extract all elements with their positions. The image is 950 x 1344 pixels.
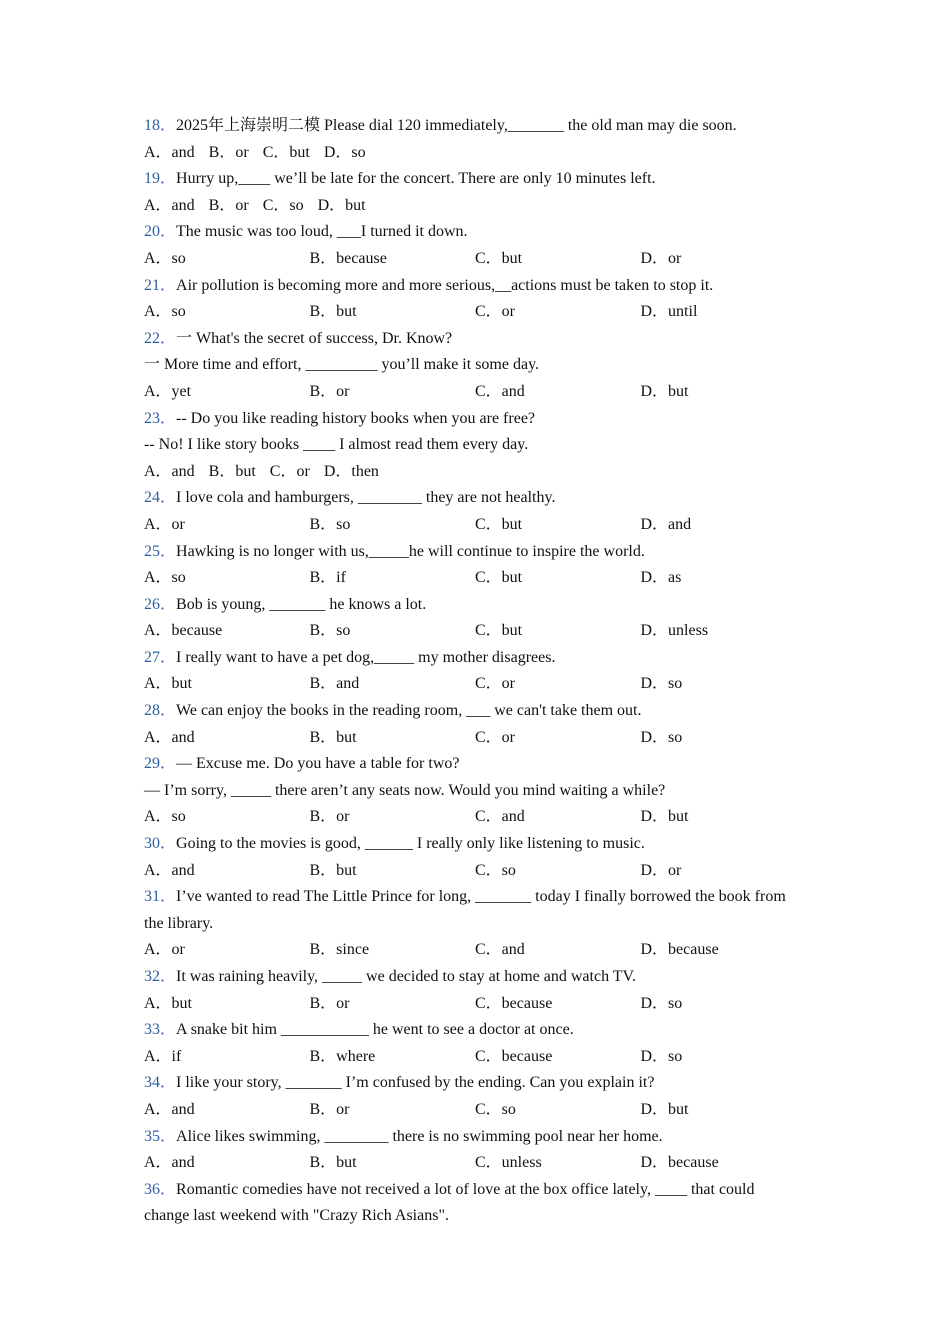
option-b[interactable]: B．or [309, 808, 350, 826]
option-c[interactable]: C．but [475, 569, 523, 587]
question-33 [144, 1017, 794, 1070]
question-number: 27． [144, 648, 177, 666]
question-stem [144, 645, 794, 672]
option-c[interactable]: C．because [475, 994, 553, 1012]
question-number: 29． [144, 755, 177, 773]
option-d[interactable]: D．and [640, 515, 692, 533]
question-22 [144, 326, 794, 406]
question-30 [144, 831, 794, 884]
answer-options [144, 804, 794, 831]
question-stem [144, 831, 794, 858]
question-32 [144, 964, 794, 1017]
question-text: -- Do you like reading history books when you are free? [176, 409, 536, 427]
option-d[interactable]: D．but [317, 196, 366, 214]
question-text: I really want to have a pet dog,_____ my mother disagrees. [176, 648, 556, 666]
question-number: 31． [144, 888, 177, 906]
question-stem [144, 698, 794, 725]
document-body [144, 113, 794, 1230]
question-number: 34． [144, 1074, 177, 1092]
question-text: A snake bit him ___________ he went to see a doctor at once. [176, 1021, 574, 1039]
question-stem [144, 406, 794, 433]
option-d[interactable]: D．but [640, 382, 689, 400]
answer-options [144, 937, 794, 964]
answer-options [144, 459, 794, 486]
answer-options [144, 1150, 794, 1177]
question-23 [144, 406, 794, 486]
question-stem [144, 166, 794, 193]
question-stem [144, 326, 794, 353]
option-b[interactable]: B．where [309, 1047, 376, 1065]
question-stem-continued [144, 432, 794, 459]
option-a[interactable]: A．and [144, 728, 195, 746]
question-stem [144, 1124, 794, 1151]
option-b[interactable]: B．but [208, 462, 256, 480]
question-number: 24． [144, 489, 177, 507]
question-18 [144, 113, 794, 166]
option-a[interactable]: A．so [144, 569, 186, 587]
question-number: 19． [144, 170, 177, 188]
option-b[interactable]: B．but [309, 303, 357, 321]
question-stem [144, 485, 794, 512]
question-21 [144, 273, 794, 326]
answer-options [144, 379, 794, 406]
answer-options [144, 193, 794, 220]
option-c[interactable]: C．unless [475, 1154, 542, 1172]
option-d[interactable]: D．until [640, 303, 698, 321]
question-number: 20． [144, 223, 177, 241]
option-a[interactable]: A．and [144, 196, 195, 214]
question-text: 一 What's the secret of success, Dr. Know? [176, 329, 453, 347]
option-a[interactable]: A．or [144, 941, 185, 959]
question-text: 2025年上海崇明二模 Please dial 120 immediately,_______ the old man may die soon. [176, 117, 737, 134]
answer-options [144, 991, 794, 1018]
answer-options [144, 671, 794, 698]
question-text: Hawking is no longer with us,_____he will continue to inspire the world. [176, 542, 645, 560]
question-stem [144, 751, 794, 778]
question-stem [144, 539, 794, 566]
option-d[interactable]: D．so [640, 728, 683, 746]
question-number: 21． [144, 276, 177, 294]
answer-options [144, 1097, 794, 1124]
option-a[interactable]: A．and [144, 861, 195, 879]
answer-options [144, 725, 794, 752]
option-a[interactable]: A．and [144, 462, 195, 480]
option-b[interactable]: B．or [309, 1100, 350, 1118]
option-c[interactable]: C．or [269, 462, 310, 480]
question-text: Air pollution is becoming more and more serious,__actions must be taken to stop it. [176, 276, 714, 294]
option-c[interactable]: C．so [475, 1100, 516, 1118]
question-text: It was raining heavily, _____ we decided to stay at home and watch TV. [176, 968, 637, 985]
option-a[interactable]: A．so [144, 303, 186, 321]
question-text: Going to the movies is good, ______ I really only like listening to music. [176, 835, 645, 853]
option-a[interactable]: A．because [144, 622, 223, 640]
option-c[interactable]: C．so [262, 196, 304, 214]
option-d[interactable]: D．because [640, 1154, 719, 1172]
question-number: 35． [144, 1127, 177, 1145]
question-text: I’ve wanted to read The Little Prince for long, _______ today I finally borrowed the book from the library. [144, 888, 786, 932]
question-stem [144, 1070, 794, 1097]
question-number: 33． [144, 1021, 177, 1039]
option-d[interactable]: D．or [640, 861, 682, 879]
question-text: — Excuse me. Do you have a table for two? [176, 755, 460, 773]
question-text: Hurry up,____ we’ll be late for the concert. There are only 10 minutes left. [176, 170, 656, 188]
option-b[interactable]: B．so [309, 622, 351, 640]
question-text: The music was too loud, ___I turned it down. [176, 223, 468, 241]
question-stem [144, 113, 794, 140]
question-stem [144, 964, 794, 991]
question-stem-continued [144, 778, 794, 805]
option-c[interactable]: C．but [475, 622, 523, 640]
question-text: Romantic comedies have not received a lot of love at the box office lately, ____ that could change last weekend with "Crazy Rich Asians". [144, 1180, 755, 1225]
option-a[interactable]: A．but [144, 675, 193, 693]
option-c[interactable]: C．but [262, 143, 310, 161]
question-stem [144, 273, 794, 300]
option-a[interactable]: A．and [144, 143, 195, 161]
question-36 [144, 1177, 794, 1230]
question-29 [144, 751, 794, 831]
answer-options [144, 140, 794, 167]
question-text: I like your story, _______ I’m confused by the ending. Can you explain it? [176, 1074, 655, 1092]
question-24 [144, 485, 794, 538]
answer-options [144, 299, 794, 326]
option-d[interactable]: D．as [640, 569, 682, 587]
question-34 [144, 1070, 794, 1123]
question-stem [144, 1017, 794, 1044]
option-d[interactable]: D．then [323, 462, 379, 480]
question-31 [144, 884, 794, 964]
question-number: 25． [144, 542, 177, 560]
question-text: — I’m sorry, _____ there aren’t any seats now. Would you mind waiting a while? [144, 781, 666, 799]
option-a[interactable]: A．or [144, 515, 185, 533]
option-c[interactable]: C．or [475, 675, 516, 693]
option-a[interactable]: A．yet [144, 382, 192, 400]
option-b[interactable]: B．or [208, 143, 249, 161]
question-stem [144, 219, 794, 246]
option-a[interactable]: A．so [144, 249, 186, 267]
question-number: 32． [144, 968, 177, 985]
option-b[interactable]: B．but [309, 861, 357, 879]
question-text: I love cola and hamburgers, ________ they are not healthy. [176, 489, 556, 507]
question-stem [144, 884, 794, 937]
question-27 [144, 645, 794, 698]
question-text: Alice likes swimming, ________ there is no swimming pool near her home. [176, 1127, 663, 1145]
option-b[interactable]: B．but [309, 728, 357, 746]
question-stem-continued [144, 352, 794, 379]
answer-options [144, 246, 794, 273]
question-35 [144, 1124, 794, 1177]
option-b[interactable]: B．if [309, 569, 346, 587]
option-c[interactable]: C．or [475, 303, 516, 321]
option-a[interactable]: A．so [144, 808, 186, 826]
option-d[interactable]: D．but [640, 1100, 689, 1118]
question-number: 22． [144, 329, 177, 347]
option-b[interactable]: B．or [208, 196, 249, 214]
option-d[interactable]: D．unless [640, 622, 709, 640]
option-d[interactable]: D．because [640, 941, 719, 959]
option-a[interactable]: A．and [144, 1154, 195, 1172]
option-c[interactable]: C．and [475, 941, 525, 959]
option-d[interactable]: D．so [323, 143, 366, 161]
option-b[interactable]: B．but [309, 1154, 357, 1172]
answer-options [144, 512, 794, 539]
option-d[interactable]: D．so [640, 994, 683, 1012]
option-d[interactable]: D．but [640, 808, 689, 826]
question-stem [144, 592, 794, 619]
option-c[interactable]: C．but [475, 515, 523, 533]
option-c[interactable]: C．and [475, 808, 525, 826]
option-d[interactable]: D．so [640, 675, 683, 693]
question-text: We can enjoy the books in the reading room, ___ we can't take them out. [176, 702, 642, 720]
question-number: 26． [144, 595, 177, 613]
option-c[interactable]: C．but [475, 249, 523, 267]
option-c[interactable]: C．or [475, 728, 516, 746]
question-20 [144, 219, 794, 272]
option-b[interactable]: B．and [309, 675, 360, 693]
option-b[interactable]: B．so [309, 515, 351, 533]
option-a[interactable]: A．if [144, 1047, 182, 1065]
option-c[interactable]: C．so [475, 861, 516, 879]
question-number: 36． [144, 1180, 177, 1198]
option-d[interactable]: D．so [640, 1047, 683, 1065]
answer-options [144, 858, 794, 885]
option-b[interactable]: B．or [309, 382, 350, 400]
question-number: 23． [144, 409, 177, 427]
option-c[interactable]: C．because [475, 1047, 553, 1065]
question-19 [144, 166, 794, 219]
option-c[interactable]: C．and [475, 382, 525, 400]
question-stem [144, 1177, 794, 1230]
answer-options [144, 565, 794, 592]
question-text: Bob is young, _______ he knows a lot. [176, 595, 427, 613]
option-a[interactable]: A．but [144, 994, 193, 1012]
answer-options [144, 1044, 794, 1071]
question-26 [144, 592, 794, 645]
answer-options [144, 618, 794, 645]
option-b[interactable]: B．or [309, 994, 350, 1012]
question-number: 18． [144, 117, 177, 134]
question-text: -- No! I like story books ____ I almost read them every day. [144, 436, 529, 454]
question-text: 一 More time and effort, _________ you’ll make it some day. [144, 356, 540, 374]
question-28 [144, 698, 794, 751]
question-number: 28． [144, 702, 177, 720]
option-a[interactable]: A．and [144, 1100, 195, 1118]
question-number: 30． [144, 835, 177, 853]
option-b[interactable]: B．since [309, 941, 370, 959]
question-25 [144, 539, 794, 592]
option-b[interactable]: B．because [309, 249, 387, 267]
option-d[interactable]: D．or [640, 249, 682, 267]
